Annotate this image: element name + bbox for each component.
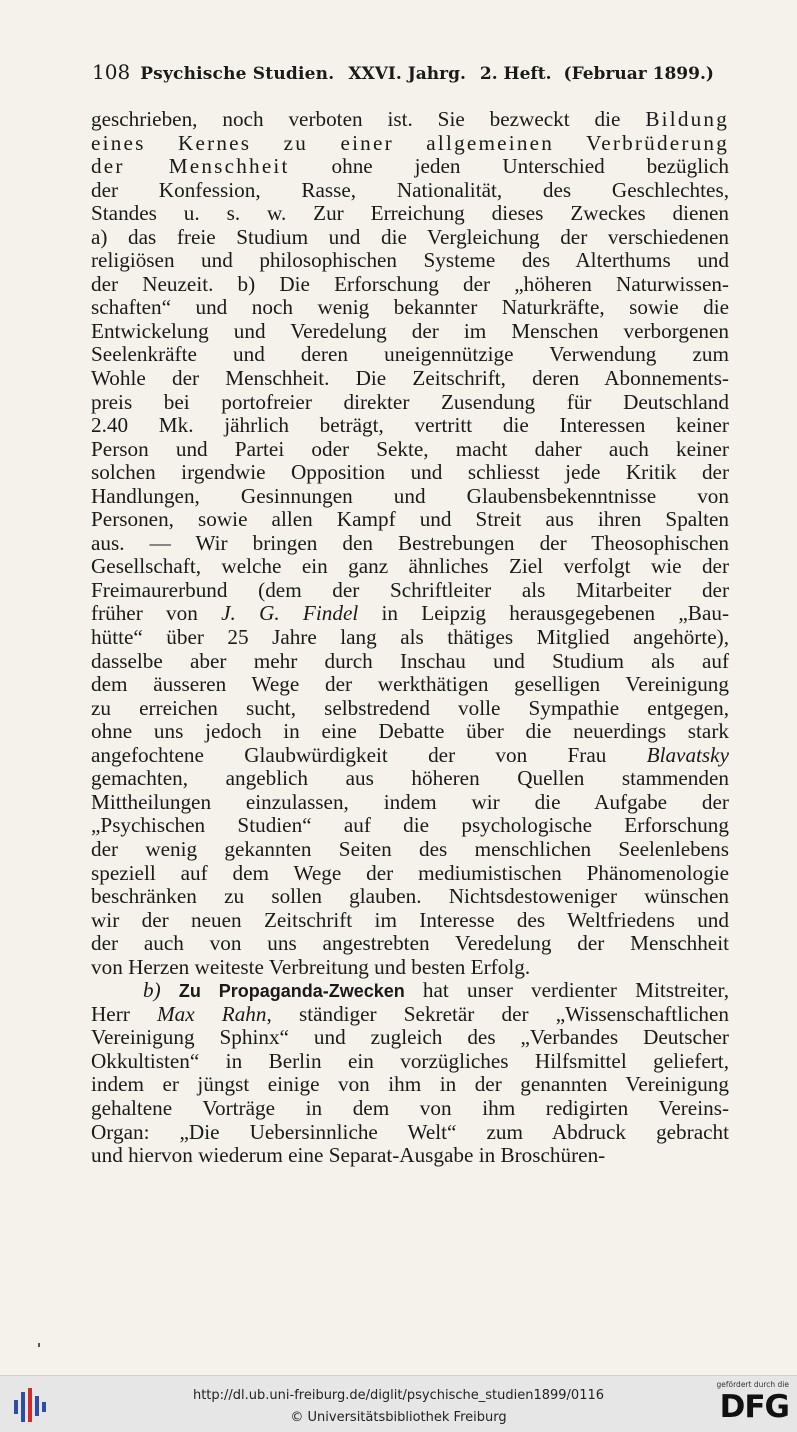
permalink-url[interactable]: http://dl.ub.uni-freiburg.de/diglit/psychische_studien1899/0116 [192,1388,605,1403]
text-run: Blavatsky [646,743,729,767]
text-line [91,108,729,132]
text-run: Mittheilungen einzulassen, indem wir die Aufgabe der [91,790,729,814]
text-line [91,579,729,603]
text-run: Handlungen, Gesinnungen und Glaubensbekenntnisse von [91,484,729,508]
text-line [91,885,729,909]
text-line [91,932,729,956]
text-line [91,626,729,650]
text-run: in Leipzig herausgegebenen „Bau- [358,602,729,626]
text-line [91,956,729,980]
text-run: , ständiger Sekretär der „Wissenschaftlichen [266,1002,729,1026]
text-run: schaften“ und noch wenig bekannter Naturkräfte, sowie die [91,296,729,320]
running-header [92,60,712,90]
text-line [91,791,729,815]
text-line [91,1003,729,1027]
text-run: Person und Partei oder Sekte, macht daher auch keiner [91,437,729,461]
text-run: 2.40 Mk. jährlich beträgt, vertritt die Interessen keiner [91,414,729,438]
text-run: Standes u. s. w. Zur Erreichung dieses Zweckes dienen [91,202,729,226]
text-line [91,202,729,226]
text-run: geschrieben, noch verboten ist. Sie bezweckt die [91,108,646,131]
text-line [91,367,729,391]
text-line [91,602,729,626]
text-run: Personen, sowie allen Kampf und Streit aus ihren Spalten [91,508,729,532]
text-run: angefochtene Glaubwürdigkeit der von Frau [91,743,647,767]
text-run: indem er jüngst einige von ihm in der genannten Vereinigung [91,1073,729,1097]
text-run: Gesellschaft, welche ein ganz ähnliches Ziel verfolgt wie der [91,555,729,579]
text-run: wir der neuen Zeitschrift im Interesse des Weltfriedens und [91,908,729,932]
text-line [91,1121,729,1145]
text-line [91,343,729,367]
text-line [91,532,729,556]
text-run: Okkultisten“ in Berlin ein vorzügliches Hilfsmittel geliefert, [91,1049,729,1073]
text-run: der Menschheit [91,155,290,179]
text-line [91,1073,729,1097]
viewer-footer [0,1375,797,1432]
funder-caption: gefördert durch die [716,1380,789,1389]
text-run: der Konfession, Rasse, Nationalität, des Geschlechtes, [91,178,729,202]
text-line [91,438,729,462]
text-run: ohne uns jedoch in eine Debatte über die neuerdings stark [91,720,729,744]
text-line [91,979,729,1003]
text-run: aus. — Wir bringen den Bestrebungen der Theosophischen [91,531,729,555]
text-run: früher von [91,602,222,626]
text-run: Entwickelung und Veredelung der im Menschen verborgenen [91,319,729,343]
text-line [91,485,729,509]
text-run: Seelenkräfte und deren uneigennützige Verwendung zum [91,343,729,367]
scan-speck [38,1343,40,1347]
text-run: Freimaurerbund (dem der Schriftleiter als Mitarbeiter der [91,578,729,602]
text-line [91,179,729,203]
text-line [91,650,729,674]
text-run: von Herzen weiteste Verbreitung und besten Erfolg. [91,955,531,979]
text-run: a) das freie Studium und die Vergleichung der verschiedenen [91,225,729,249]
text-run: Bildung [645,108,729,131]
text-run: preis bei portofreier direkter Zusendung für Deutschland [91,390,729,414]
text-run: eines Kernes zu einer allgemeinen Verbrüderung [91,131,729,155]
text-line [91,508,729,532]
text-run: solchen irgendwie Opposition und schliesst jede Kritik der [91,461,729,485]
text-run: Zu Propaganda-Zwecken [178,981,405,1002]
funder-logo: DFG [719,1389,789,1425]
text-line [91,1050,729,1074]
text-run: „Psychischen Studien“ auf die psychologische Erforschung [91,814,729,838]
text-line [91,391,729,415]
text-run: der Neuzeit. b) Die Erforschung der „höheren Naturwissen- [91,272,729,296]
volume-label: XXVI. Jahrg. [348,64,466,84]
text-line [91,697,729,721]
copyright-notice: © Universitätsbibliothek Freiburg [290,1410,507,1425]
text-line [91,226,729,250]
issue-label: 2. Heft. [479,64,552,84]
text-line [91,273,729,297]
text-line [91,1144,729,1168]
text-line [91,744,729,768]
text-run: dem äusseren Wege der werkthätigen geselligen Vereinigung [91,673,729,697]
text-run: ohne jeden Unterschied bezüglich [289,155,729,179]
text-run: und hiervon wiederum eine Separat-Ausgabe in Broschüren- [91,1144,606,1168]
text-line [91,814,729,838]
text-run: hat unser verdienter Mitstreiter, [404,979,729,1003]
text-run: dasselbe aber mehr durch Inschau und Studium als auf [91,649,729,673]
text-run: J. G. Findel [221,602,359,626]
issue-date: (Februar 1899.) [563,64,714,84]
text-run: gehaltene Vorträge in dem von ihm redigirten Vereins- [91,1096,729,1120]
text-line [91,461,729,485]
text-run: Organ: „Die Uebersinnliche Welt“ zum Abdruck gebracht [91,1120,729,1144]
text-line [91,767,729,791]
text-line [91,320,729,344]
text-line [91,1097,729,1121]
text-line [91,720,729,744]
text-run: Herr [91,1002,157,1026]
page-number: 108 [92,60,131,84]
dfg-logo-icon [699,1380,789,1428]
text-run: zu erreichen sucht, selbstredend volle Sympathie entgegen, [91,696,729,720]
text-run: der wenig gekannten Seiten des menschlichen Seelenlebens [91,837,729,861]
text-run: beschränken zu sollen glauben. Nichtsdestoweniger wünschen [91,885,729,909]
text-line [91,249,729,273]
text-line [91,838,729,862]
text-line [91,555,729,579]
text-run: religiösen und philosophischen Systeme des Alterthums und [91,249,729,273]
journal-title: Psychische Studien. [140,64,335,84]
text-line [91,155,729,179]
text-line [91,673,729,697]
text-line [91,414,729,438]
text-line [91,132,729,156]
text-line [91,862,729,886]
text-run: hütte“ über 25 Jahre lang als thätiges Mitglied angehörte), [91,626,729,650]
text-line [91,909,729,933]
text-run: speziell auf dem Wege der mediumistischen Phänomenologie [91,861,729,885]
text-run: gemachten, angeblich aus höheren Quellen stammenden [91,767,729,791]
text-run: Vereinigung Sphinx“ und zugleich des „Verbandes Deutscher [91,1026,729,1050]
text-line [91,296,729,320]
body-text [91,108,729,1168]
text-run: b) [143,979,179,1003]
text-run: Wohle der Menschheit. Die Zeitschrift, deren Abonnements- [91,367,729,391]
text-run: der auch von uns angestrebten Veredelung der Menschheit [91,932,729,956]
text-run: Max Rahn [156,1002,267,1026]
text-line [91,1026,729,1050]
